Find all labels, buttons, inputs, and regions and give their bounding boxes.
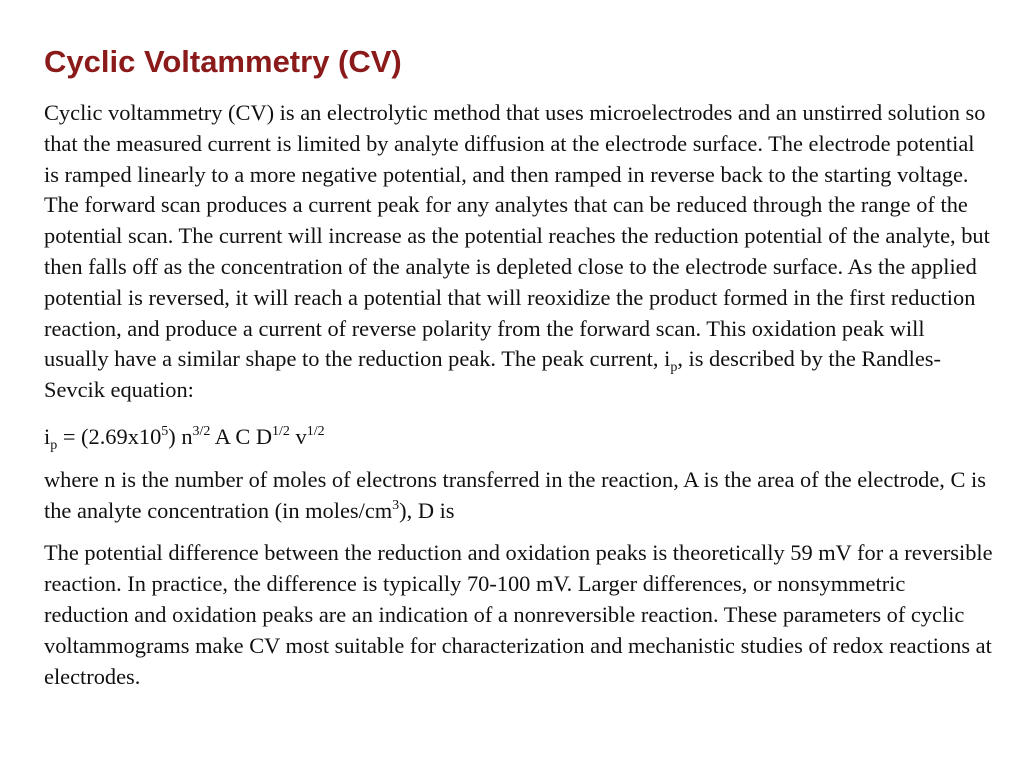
eq-v-exponent: 1/2 (306, 423, 325, 439)
slide (44, 40, 994, 692)
eq-lhs-subscript: p (50, 437, 58, 453)
where-tail: ), D is (399, 497, 455, 523)
peak-current-subscript: p (670, 360, 678, 376)
eq-n-exponent: 3/2 (192, 423, 211, 439)
eq-coefficient-exponent: 5 (161, 423, 169, 439)
eq-acd-term: A C D (210, 423, 273, 449)
intro-paragraph (44, 98, 994, 406)
slide-title: Cyclic Voltammetry (CV) (44, 44, 402, 79)
eq-d-exponent: 1/2 (272, 423, 290, 439)
intro-tail: , is described by the Randles-Sevcik equation: (44, 346, 941, 403)
eq-n-term: ) n (168, 423, 193, 449)
randles-sevcik-equation (44, 422, 994, 453)
where-superscript: 3 (392, 497, 400, 513)
eq-v-term: v (289, 423, 307, 449)
where-paragraph (44, 465, 994, 527)
intro-text: Cyclic voltammetry (CV) is an electrolytic method that uses microelectrodes and an unstirred solution so that the measured current is limited by analyte diffusion at the electrode surface. The electrode potential is ramped linearly to a more negative potential, and then ramped in reverse back to the starting voltage. The forward scan produces a current peak for any analytes that can be reduced through the range of the potential scan. The current will increase as the potential reaches the reduction potential of the analyte, but then falls off as the concentration of the analyte is depleted close to the electrode surface. As the applied potential is reversed, it will reach a potential that will reoxidize the product formed in the first reduction reaction, and produce a current of reverse polarity from the forward scan. This oxidation peak will usually have a similar shape to the reduction peak. The peak current, i (44, 100, 990, 372)
eq-coefficient: = (2.69x10 (57, 423, 162, 449)
where-text: where n is the number of moles of electrons transferred in the reaction, A is the area of the electrode, C is the analyte concentration (in moles/cm (44, 466, 986, 523)
slide-body (44, 98, 994, 692)
conclusion-paragraph: The potential difference between the reduction and oxidation peaks is theoretically 59 mV for a reversible reaction. In practice, the difference is typically 70-100 mV. Larger differences, or nonsymmetric reduction and oxidation peaks are an indication of a nonreversible reaction. These parameters of cyclic voltammograms make CV most suitable for characterization and mechanistic studies of redox reactions at electrodes. (44, 540, 993, 689)
eq-lhs: i (44, 423, 51, 449)
